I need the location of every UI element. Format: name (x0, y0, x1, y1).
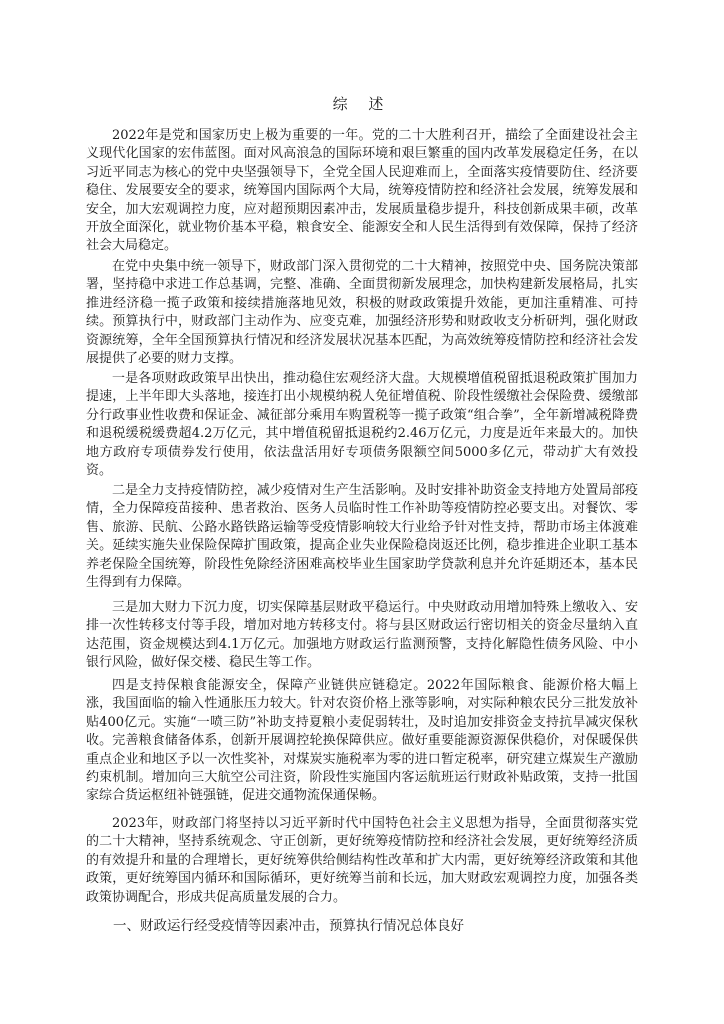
paragraph-outlook-2023: 2023年，财政部门将坚持以习近平新时代中国特色社会主义思想为指导，全面贯彻落实党的二十大精神，坚持系统观念、守正创新，更好统筹疫情防控和经济社会发展，更好统筹经济质的有效提升和量的合理增长，更好统筹供给侧结构性改革和扩大内需，更好统筹经济政策和其他政策，更好统筹国内循环和国际循环，更好统筹当前和长远，加大财政宏观调控力度，加强各类政策协调配合，形成共促高质量发展的合力。 (86, 816, 638, 905)
paragraph-point-one: 一是各项财政政策早出快出，推动稳住宏观经济大盘。大规模增值税留抵退税政策扩围加力提速，上半年即大头落地，接连打出小规模纳税人免征增值税、阶段性缓缴社会保险费、缓缴部分行政事业性收费和保证金、减征部分乘用车购置税等一揽子政策“组合拳”，全年新增减税降费和退税缓税缓费超4.2万亿元，其中增值税留抵退税约2.46万亿元，力度是近年来最大的。加快地方政府专项债券发行使用，依法盘活用好专项债务限额空间5000多亿元，带动扩大有效投资。 (86, 371, 638, 479)
paragraph-fiscal-work: 在党中央集中统一领导下，财政部门深入贯彻党的二十大精神，按照党中央、国务院决策部署，坚持稳中求进工作总基调，完整、准确、全面贯彻新发展理念，加快构建新发展格局，扎实推进经济稳一揽子政策和接续措施落地见效，积极的财政政策提升效能，更加注重精准、可持续。预算执行中，财政部门主动作为、应变克难，加强经济形势和财政收支分析研判，强化财政资源统筹，全年全国预算执行情况和经济发展状况基本匹配，为高效统筹疫情防控和经济社会发展提供了必要的财力支撑。 (86, 259, 638, 367)
paragraph-point-three: 三是加大财力下沉力度，切实保障基层财政平稳运行。中央财政动用增加特殊上缴收入、安排一次性转移支付等手段，增加对地方转移支付。将与县区财政运行密切相关的资金尽量纳入直达范围，资金规模达到4.1万亿元。加强地方财政运行监测预警，支持化解隐性债务风险、中小银行风险，做好保交楼、稳民生等工作。 (86, 600, 638, 671)
section-heading: 一、财政运行经受疫情等因素冲击，预算执行情况总体良好 (113, 918, 464, 934)
paragraph-overview: 2022年是党和国家历史上极为重要的一年。党的二十大胜利召开，描绘了全面建设社会主义现代化国家的宏伟蓝图。面对风高浪急的国际环境和艰巨繁重的国内改革发展稳定任务，在以习近平同志为核心的党中央坚强领导下，全党全国人民迎难而上，全面落实疫情要防住、经济要稳住、发展要安全的要求，统筹国内国际两个大局，统筹疫情防控和经济社会发展，统筹发展和安全，加大宏观调控力度，应对超预期因素冲击，发展质量稳步提升，科技创新成果丰硕，改革开放全面深化，就业物价基本平稳，粮食安全、能源安全和人民生活得到有效保障，保持了经济社会大局稳定。 (86, 128, 638, 254)
paragraph-point-four: 四是支持保粮食能源安全，保障产业链供应链稳定。2022年国际粮食、能源价格大幅上涨，我国面临的输入性通胀压力较大。针对农资价格上涨等影响，对实际种粮农民分三批发放补贴400亿元。实施“一喷三防”补助支持夏粮小麦促弱转壮，及时追加安排资金支持抗旱减灾保秋收。完善粮食储备体系，创新开展调控轮换保障供应。做好重要能源资源保供稳价，对保暖保供重点企业和地区予以一次性奖补，对煤炭实施税率为零的进口暂定税率，研究建立煤炭生产激励约束机制。增加向三大航空公司注资，阶段性实施国内客运航班运行财政补贴政策，支持一批国家综合货运枢纽补链强链，促进交通物流保通保畅。 (86, 678, 638, 804)
paragraph-point-two: 二是全力支持疫情防控，减少疫情对生产生活影响。及时安排补助资金支持地方处置局部疫情，全力保障疫苗接种、患者救治、医务人员临时性工作补助等疫情防控必要支出。对餐饮、零售、旅游、民航、公路水路铁路运输等受疫情影响较大行业给予针对性支持，帮助市场主体渡难关。延续实施失业保险保障扩围政策，提高企业失业保险稳岗返还比例，稳步推进企业职工基本养老保险全国统筹，阶段性免除经济困难高校毕业生国家助学贷款利息并允许延期还本，基本民生得到有力保障。 (86, 483, 638, 591)
document-title: 综 述 (332, 95, 392, 113)
